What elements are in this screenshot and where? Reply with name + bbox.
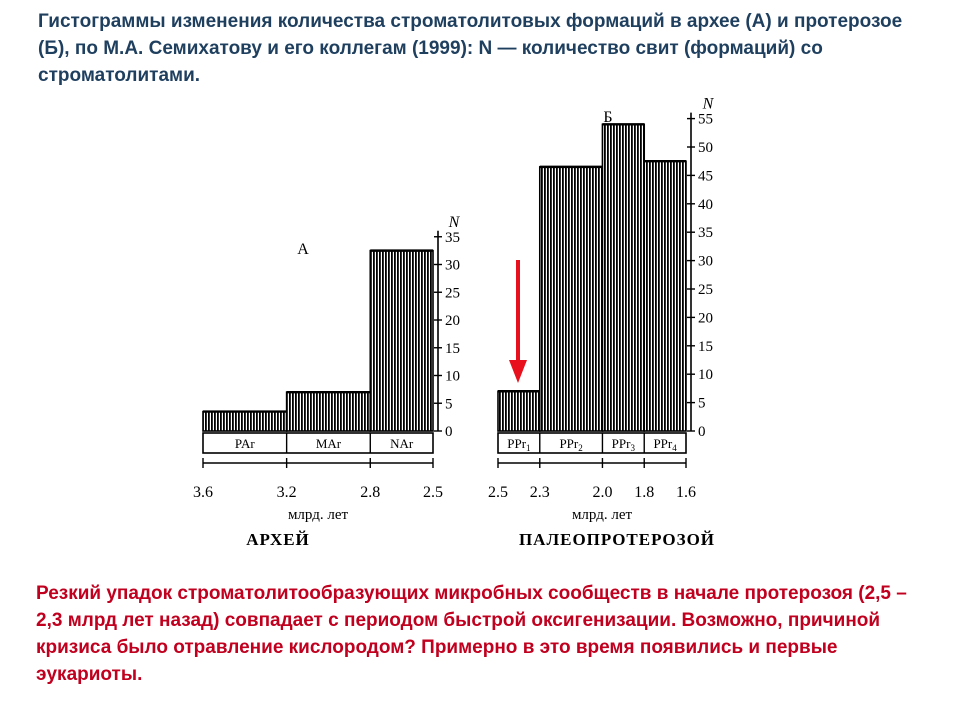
bar [644, 161, 686, 431]
y-tick-label: 30 [698, 253, 713, 270]
y-tick-label: 5 [445, 396, 453, 413]
bar [602, 124, 644, 431]
period-label-subscript: 4 [672, 443, 677, 453]
y-tick-label: 40 [698, 196, 713, 213]
down-arrow-icon [508, 258, 528, 386]
x-tick-label: 2.8 [360, 484, 381, 501]
y-tick-label: 0 [698, 424, 706, 440]
caption-text: Резкий упадок строматолитообразующих микробных сообществ в начале протерозоя (2,5 – 2,3 млрд лет назад) совпадает с периодом быстрой оксигенизации. Возможно, причиной кризиса было отравление кислородом? Примерно в это время появились и первые эукариоты. [36, 583, 907, 685]
panel-letter: А [297, 241, 309, 258]
y-tick-label: 15 [445, 340, 460, 357]
x-tick-label: 2.5 [423, 484, 443, 501]
period-label: PPr$_2$ [559, 436, 583, 453]
bar [540, 167, 603, 431]
y-tick-label: 10 [698, 367, 713, 384]
x-tick-label: 3.6 [193, 484, 213, 501]
y-tick-label: 15 [698, 338, 713, 355]
bar [287, 392, 371, 431]
x-axis-label: млрд. лет [287, 507, 349, 523]
x-tick-label: 2.5 [488, 484, 508, 501]
slide-title: Гистограммы изменения количества строматолитовых формаций в архее (А) и протерозое (Б), по М.А. Семихатову и его коллегам (1999): N — количество свит (формаций) со строматолитами. [38, 11, 903, 86]
y-tick-label: 35 [698, 225, 713, 242]
period-label: NAr [390, 436, 414, 451]
bar [498, 391, 540, 431]
y-tick-label: 35 [445, 229, 460, 246]
y-axis-label: N [448, 213, 460, 231]
y-tick-label: 0 [445, 424, 453, 440]
y-axis-label: N [702, 97, 714, 113]
y-tick-label: 25 [445, 285, 460, 302]
x-tick-label: 3.2 [276, 484, 297, 501]
y-tick-label: 20 [445, 313, 460, 329]
x-tick-label: 1.8 [634, 484, 655, 501]
bar [203, 412, 287, 431]
panel-letter: Б [603, 109, 613, 126]
y-tick-label: 25 [698, 282, 713, 298]
period-label: PPr$_3$ [611, 436, 635, 453]
era-label: ПАЛЕОПРОТЕРОЗОЙ [518, 530, 716, 549]
x-tick-label: 2.3 [529, 484, 550, 501]
y-tick-label: 5 [698, 395, 706, 412]
histogram-figure [178, 97, 738, 557]
period-label-subscript: 2 [578, 443, 583, 453]
period-label: MAr [315, 436, 342, 451]
y-tick-label: 20 [698, 310, 713, 327]
x-tick-label: 1.6 [676, 484, 696, 501]
y-tick-label: 45 [698, 168, 713, 185]
y-tick-label: 55 [698, 111, 713, 128]
period-label: PPr$_1$ [507, 436, 531, 453]
x-tick-label: 2.0 [592, 484, 613, 501]
x-axis-label: млрд. лет [571, 507, 633, 523]
era-label: АРХЕЙ [246, 530, 310, 549]
y-tick-label: 50 [698, 140, 713, 156]
y-tick-label: 10 [445, 368, 460, 385]
histogram-svg [178, 97, 738, 557]
period-label-subscript: 3 [630, 443, 635, 453]
period-label: PPr$_4$ [653, 436, 677, 453]
bar [370, 251, 433, 431]
period-label-subscript: 1 [526, 443, 531, 453]
y-tick-label: 30 [445, 257, 460, 274]
period-label: PAr [234, 436, 255, 451]
